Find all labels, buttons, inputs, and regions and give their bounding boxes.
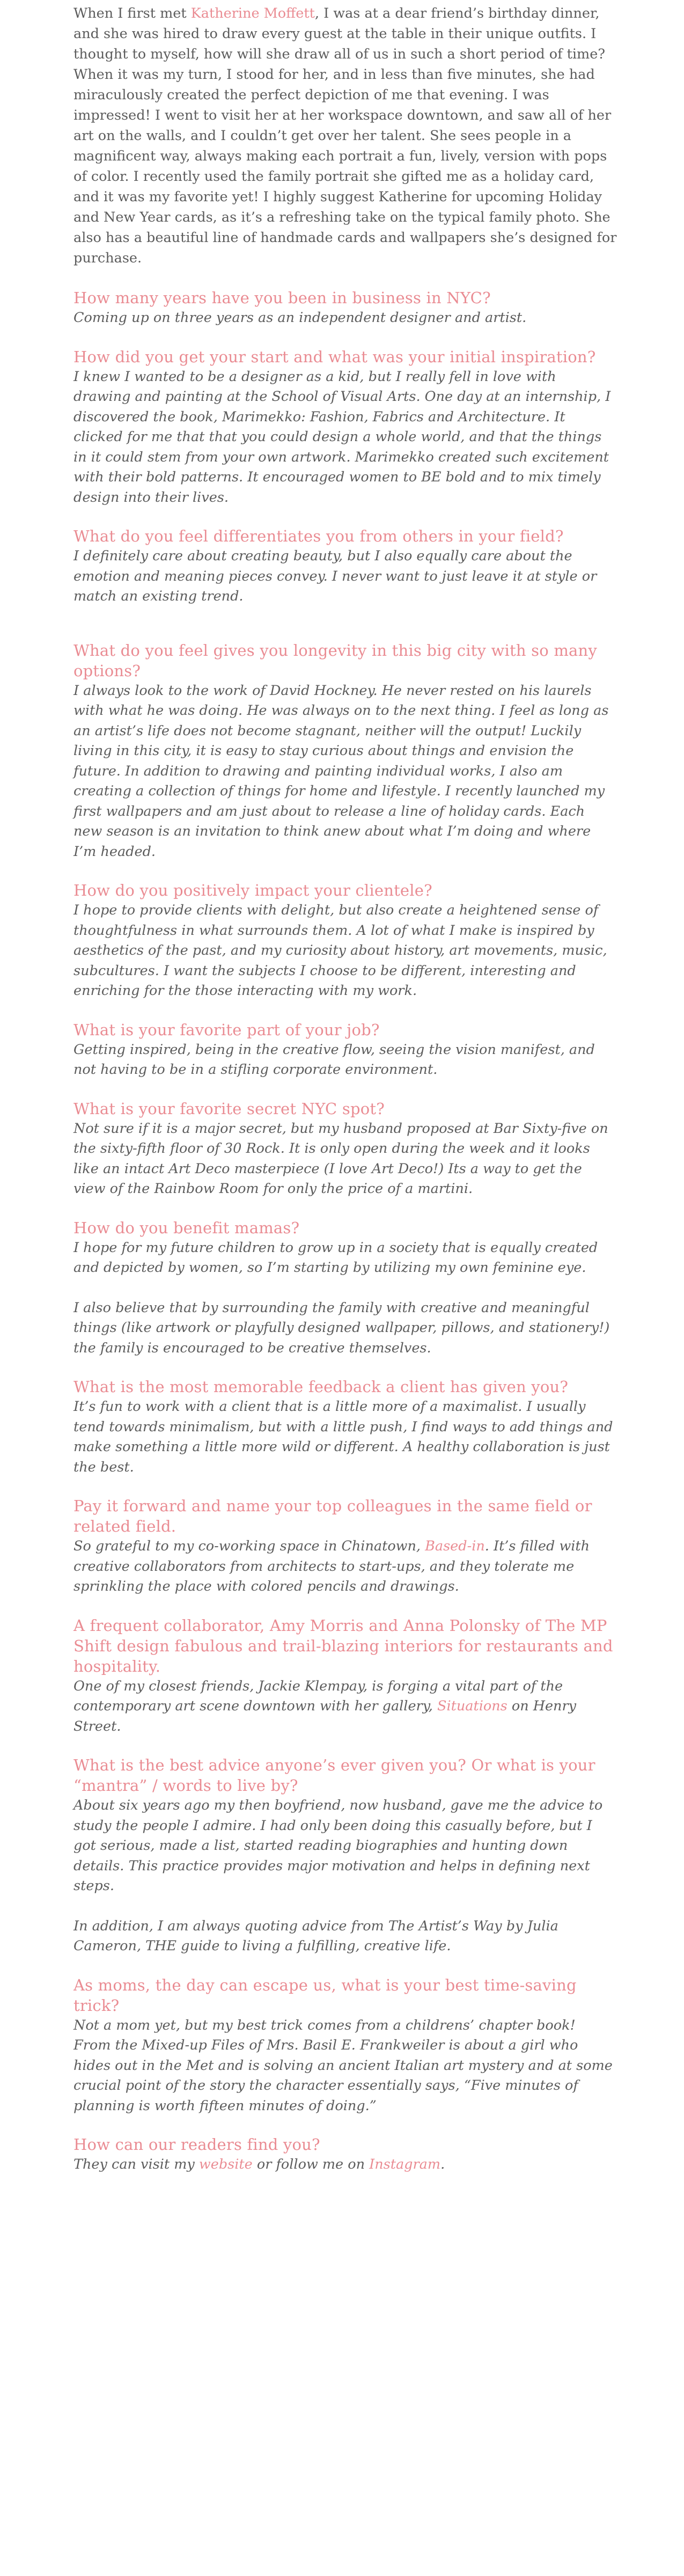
answer-text: I knew I wanted to be a designer as a kid, but I really fell in love with drawing and painting at the School of Visual Arts. One day at an internship, I discovered the book, Marimekko: Fashion, Fabrics and Architecture. It clicked for me that that you could design a whole world, and that the things in it could stem from your own artwork. Marimekko created such excitement with their bold patterns. It encouraged women to BE bold and to mix timely design into their lives. — [73, 368, 611, 506]
qa-years-in-business — [73, 288, 617, 328]
answer-text-continued: I also believe that by surrounding the family with creative and meaningful things (like artwork or playfully designed wallpaper, pillows, and stationery!) the family is encouraged to be creative themselves. — [73, 1299, 610, 1356]
qa-memorable-feedback — [73, 1377, 617, 1477]
qa-find-you — [73, 2134, 617, 2175]
answer-text: I always look to the work of David Hockney. He never rested on his laurels with what he was doing. He was always on to the next thing. I feel as long as an artist’s life does not become stagnant, neither will the output! Luckily living in this city, it is easy to stay curious about things and envision the future. In addition to drawing and painting individual works, I also am creating a collection of things for home and lifestyle. I recently launched my first wallpapers and am just about to release a line of holiday cards. Each new season is an invitation to think anew about what I’m doing and where I’m headed. — [73, 682, 609, 860]
qa-differentiates — [73, 526, 617, 607]
answer-text: About six years ago my then boyfriend, now husband, gave me the advice to study the people I admire. I had only been doing this casually before, but I got serious, made a list, started reading biographies and hunting down details. This practice provides major motivation and helps in defining next steps. — [73, 1797, 603, 1894]
answer-text: One of my closest friends, Jackie Klempay, is forging a vital part of the contemporary art scene downtown with her gallery, Situations on Henry Street. — [73, 1678, 577, 1735]
qa-favorite-part — [73, 1020, 617, 1080]
answer-text: So grateful to my co-working space in Chinatown, Based-in. It’s filled with creative collaborators from architects to start-ups, and they tolerate me sprinkling the place with colored pencils and drawings. — [73, 1538, 590, 1594]
question-heading: How did you get your start and what was your initial inspiration? — [73, 347, 596, 366]
qa-frequent-collaborator — [73, 1615, 617, 1737]
website-link[interactable]: website — [198, 2156, 253, 2172]
question-heading: What is the best advice anyone’s ever given you? Or what is your “mantra” / words to live by? — [73, 1756, 595, 1795]
answer-text: Getting inspired, being in the creative flow, seeing the vision manifest, and not having to be in a stifling corporate environment. — [73, 1041, 595, 1078]
question-heading: As moms, the day can escape us, what is your best time-saving trick? — [73, 1975, 577, 2015]
question-heading: How many years have you been in business in NYC? — [73, 289, 491, 307]
qa-secret-spot — [73, 1099, 617, 1199]
qa-time-saving — [73, 1975, 617, 2117]
qa-start-inspiration — [73, 347, 617, 508]
question-heading: How can our readers find you? — [73, 2135, 320, 2154]
question-heading: What do you feel gives you longevity in this big city with so many options? — [73, 641, 597, 680]
answer-text: They can visit my website or follow me on Instagram. — [73, 2156, 445, 2172]
question-heading: Pay it forward and name your top colleagues in the same field or related field. — [73, 1497, 592, 1535]
question-heading: How do you positively impact your clientele? — [73, 881, 432, 899]
answer-text-continued: In addition, I am always quoting advice from The Artist’s Way by Julia Cameron, THE guide to living a fulfilling, creative life. — [73, 1918, 558, 1954]
katherine-moffett-link[interactable]: Katherine Moffett — [190, 5, 315, 21]
qa-benefit-mamas — [73, 1218, 617, 1359]
qa-longevity — [73, 640, 617, 862]
answer-text: It’s fun to work with a client that is a little more of a maximalist. I usually tend towards minimalism, but with a little push, I find ways to add things and make something a little more wild or different. A healthy collaboration is just the best. — [73, 1399, 613, 1475]
question-heading: A frequent collaborator, Amy Morris and Anna Polonsky of The MP Shift design fabulous and trail-blazing interiors for restaurants and hospitality. — [73, 1616, 613, 1675]
question-heading: What is your favorite secret NYC spot? — [73, 1099, 385, 1118]
answer-text: I hope for my future children to grow up in a society that is equally created and depicted by women, so I’m starting by utilizing my own feminine eye. — [73, 1239, 598, 1276]
situations-link[interactable]: Situations — [437, 1698, 508, 1714]
qa-best-advice — [73, 1755, 617, 1957]
question-heading: How do you benefit mamas? — [73, 1218, 300, 1237]
answer-text: Not a mom yet, but my best trick comes from a childrens’ chapter book! From the Mixed-up Files of Mrs. Basil E. Frankweiler is about a girl who hides out in the Met and is solving an ancient Italian art mystery and at some crucial point of the story the character essentially says, “Five minutes of planning is worth fifteen minutes of doing.” — [73, 2017, 613, 2114]
based-in-link[interactable]: Based-in — [425, 1538, 485, 1554]
qa-pay-it-forward — [73, 1496, 617, 1597]
article — [73, 0, 617, 2175]
question-heading: What is your favorite part of your job? — [73, 1020, 380, 1039]
instagram-link[interactable]: Instagram — [369, 2156, 441, 2172]
answer-text: Coming up on three years as an independent designer and artist. — [73, 310, 527, 326]
intro-paragraph: When I first met Katherine Moffett, I was at a dear friend’s birthday dinner, and she was hired to draw every guest at the table in their unique outfits. I thought to myself, how will she draw all of us in such a short period of time? When it was my turn, I stood for her, and in less than five minutes, she had miraculously created the perfect depiction of me that evening. I was impressed! I went to visit her at her workspace downtown, and saw all of her art on the walls, and I couldn’t get over her talent. She sees people in a magnificent way, always making each portrait a fun, lively, version with pops of color. I recently used the family portrait she gifted me as a holiday card, and it was my favorite yet! I highly suggest Katherine for upcoming Holiday and New Year cards, as it’s a refreshing take on the typical family photo. She also has a beautiful line of handmade cards and wallpapers she’s designed for purchase. — [73, 5, 617, 266]
answer-text: I definitely care about creating beauty, but I also equally care about the emotion and meaning pieces convey. I never want to just leave it at style or match an existing trend. — [73, 548, 597, 604]
answer-text: I hope to provide clients with delight, but also create a heightened sense of thoughtfulness in what surrounds them. A lot of what I make is inspired by aesthetics of the past, and my curiosity about history, art movements, music, subcultures. I want the subjects I choose to be different, interesting and enriching for the those interacting with my work. — [73, 902, 607, 999]
answer-text: Not sure if it is a major secret, but my husband proposed at Bar Sixty-five on the sixty-fifth floor of 30 Rock. It is only open during the week and it looks like an intact Art Deco masterpiece (I love Art Deco!) Its a way to get the view of the Rainbow Room for only the price of a martini. — [73, 1120, 608, 1197]
question-heading: What is the most memorable feedback a client has given you? — [73, 1378, 569, 1396]
question-heading: What do you feel differentiates you from others in your field? — [73, 527, 564, 545]
qa-positive-impact — [73, 880, 617, 1001]
